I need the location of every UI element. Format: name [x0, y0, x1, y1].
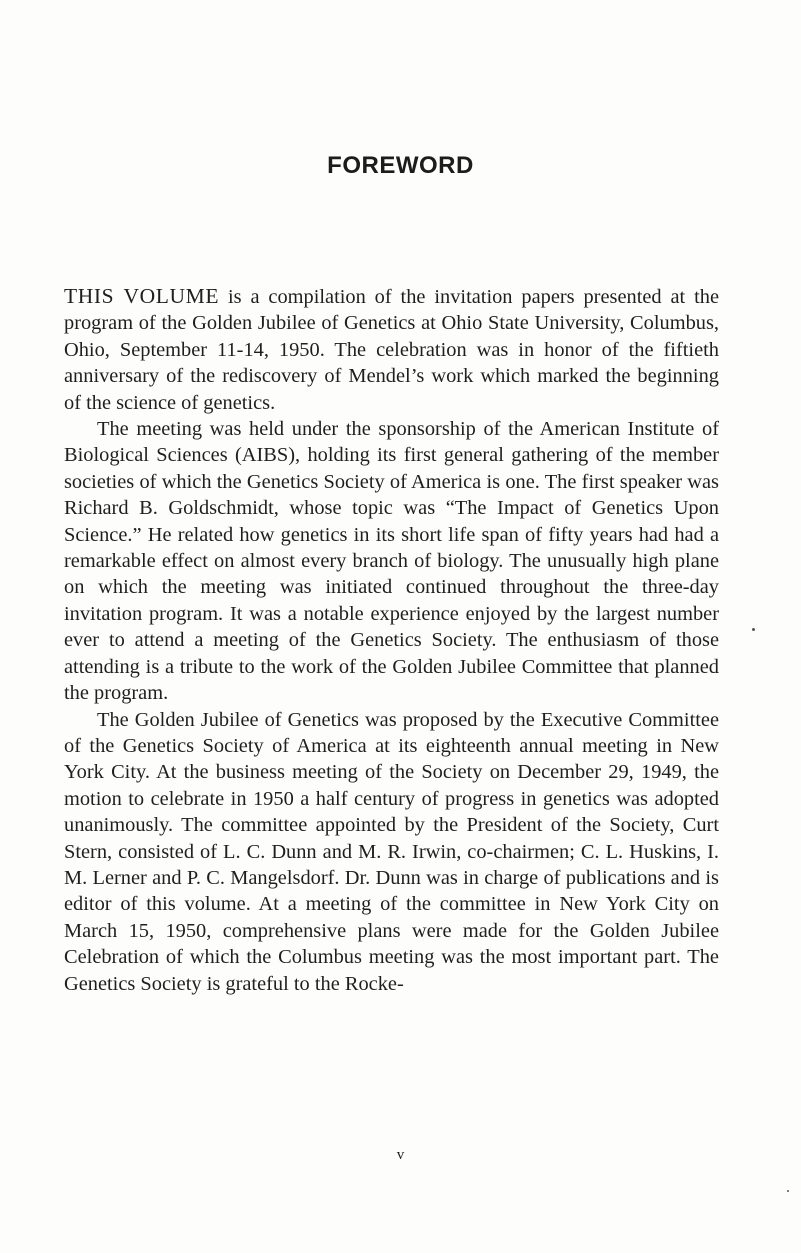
paragraph-1-lead: THIS VOLUME	[64, 284, 220, 308]
foreword-body	[64, 283, 719, 997]
paper-speck	[787, 1190, 789, 1192]
paper-speck	[752, 628, 755, 631]
page-number: v	[396, 1147, 405, 1163]
page-title: FOREWORD	[327, 152, 474, 179]
paragraph-3: The Golden Jubilee of Genetics was proposed by the Executive Committee of the Genetics Society of America at its eighteenth annual meeting in New York City. At the business meeting of the Society on December 29, 1949, the motion to celebrate in 1950 a half century of progress in genetics was adopted unanimously. The committee appointed by the President of the Society, Curt Stern, consisted of L. C. Dunn and M. R. Irwin, co-chairmen; C. L. Huskins, I. M. Lerner and P. C. Mangelsdorf. Dr. Dunn was in charge of publications and is editor of this volume. At a meeting of the committee in New York City on March 15, 1950, comprehensive plans were made for the Golden Jubilee Celebration of which the Columbus meeting was the most important part. The Genetics Society is grateful to the Rocke-	[64, 708, 719, 995]
paragraph-1	[64, 283, 719, 416]
paragraph-2: The meeting was held under the sponsorship of the American Institute of Biological Sciences (AIBS), holding its first general gathering of the member societies of which the Genetics Society of America is one. The first speaker was Richard B. Goldschmidt, whose topic was “The Impact of Genetics Upon Science.” He related how genetics in its short life span of fifty years had had a remarkable effect on almost every branch of biology. The unusually high plane on which the meeting was initiated continued throughout the three-day invitation program. It was a notable experience enjoyed by the largest number ever to attend a meeting of the Genetics Society. The enthusiasm of those attending is a tribute to the work of the Golden Jubilee Committee that planned the program.	[64, 418, 719, 705]
paragraph-1-text: is a compilation of the invitation papers presented at the program of the Golden Jubilee of Genetics at Ohio State University, Columbus, Ohio, September 11-14, 1950. The celebration was in honor of the fiftieth anniversary of the rediscovery of Mendel’s work which marked the beginning of the science of genetics.	[64, 286, 719, 414]
